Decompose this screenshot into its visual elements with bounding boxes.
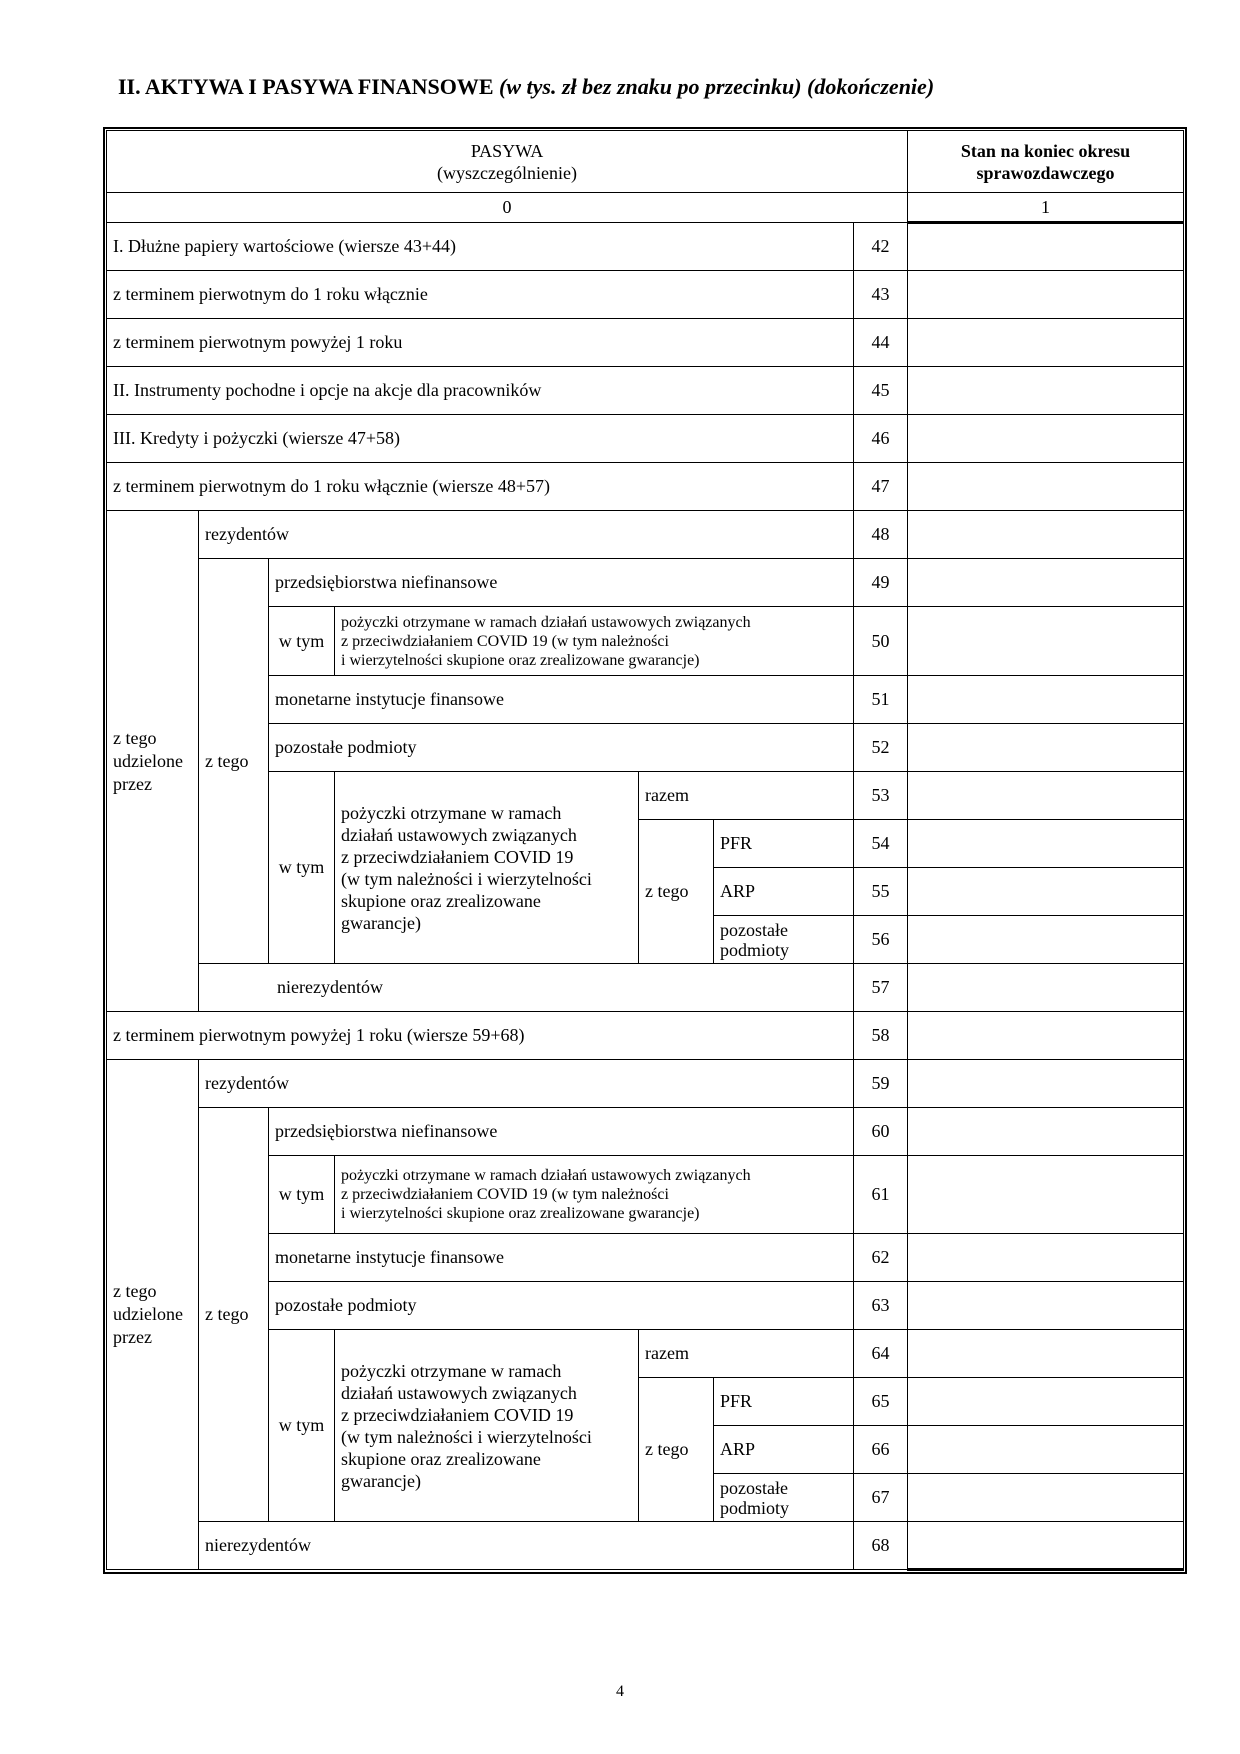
label-row-62: monetarne instytucje finansowe <box>269 1234 854 1282</box>
row-number: 60 <box>854 1108 908 1156</box>
row-number: 43 <box>854 271 908 319</box>
label-row-63: pozostałe podmioty <box>269 1282 854 1330</box>
row-number: 51 <box>854 676 908 724</box>
covid-loans-label: pożyczki otrzymane w ramach działań ustawowych związanych z przeciwdziałaniem COVID 19 (w tym należności i wierzytelności skupione oraz zrealizowane gwarancje) <box>335 772 639 964</box>
value-cell-44[interactable] <box>908 319 1184 367</box>
label-row-49: przedsiębiorstwa niefinansowe <box>269 559 854 607</box>
header-end-of-period: Stan na koniec okresu sprawozdawczego <box>908 131 1184 193</box>
value-cell-54[interactable] <box>908 820 1184 868</box>
label-row-65: PFR <box>714 1378 854 1426</box>
value-cell-52[interactable] <box>908 724 1184 772</box>
label-row-48: rezydentów <box>199 511 854 559</box>
value-cell-62[interactable] <box>908 1234 1184 1282</box>
header-liabilities: PASYWA (wyszczególnienie) <box>107 131 908 193</box>
value-cell-56[interactable] <box>908 916 1184 964</box>
label-row-66: ARP <box>714 1426 854 1474</box>
row-number: 42 <box>854 223 908 271</box>
label-row-47: z terminem pierwotnym do 1 roku włącznie (wiersze 48+57) <box>107 463 854 511</box>
group-granted-by-short: z tego udzielone przez <box>107 511 199 1012</box>
value-cell-42[interactable] <box>908 223 1184 271</box>
row-number: 55 <box>854 868 908 916</box>
value-cell-51[interactable] <box>908 676 1184 724</box>
label-row-56: pozostałe podmioty <box>714 916 854 964</box>
in-which-label: w tym <box>269 607 335 676</box>
value-cell-50[interactable] <box>908 607 1184 676</box>
label-row-67: pozostałe podmioty <box>714 1474 854 1522</box>
value-cell-49[interactable] <box>908 559 1184 607</box>
row-number: 47 <box>854 463 908 511</box>
label-row-46: III. Kredyty i pożyczki (wiersze 47+58) <box>107 415 854 463</box>
row-number: 48 <box>854 511 908 559</box>
value-cell-64[interactable] <box>908 1330 1184 1378</box>
row-number: 64 <box>854 1330 908 1378</box>
label-row-43: z terminem pierwotnym do 1 roku włącznie <box>107 271 854 319</box>
value-cell-47[interactable] <box>908 463 1184 511</box>
label-row-68: nierezydentów <box>199 1522 854 1570</box>
label-row-64: razem <box>639 1330 854 1378</box>
in-which-label: w tym <box>269 1156 335 1234</box>
group-of-which-short: z tego <box>199 559 269 964</box>
row-number: 56 <box>854 916 908 964</box>
label-row-58: z terminem pierwotnym powyżej 1 roku (wiersze 59+68) <box>107 1012 854 1060</box>
row-number: 44 <box>854 319 908 367</box>
of-which-label: z tego <box>639 820 714 964</box>
label-row-55: ARP <box>714 868 854 916</box>
value-cell-46[interactable] <box>908 415 1184 463</box>
row-number: 53 <box>854 772 908 820</box>
value-cell-67[interactable] <box>908 1474 1184 1522</box>
label-row-51: monetarne instytucje finansowe <box>269 676 854 724</box>
row-number: 61 <box>854 1156 908 1234</box>
row-number: 63 <box>854 1282 908 1330</box>
of-which-label: z tego <box>639 1378 714 1522</box>
row-number: 45 <box>854 367 908 415</box>
row-number: 57 <box>854 964 908 1012</box>
value-cell-45[interactable] <box>908 367 1184 415</box>
in-which-label: w tym <box>269 1330 335 1522</box>
label-row-44: z terminem pierwotnym powyżej 1 roku <box>107 319 854 367</box>
label-row-50: pożyczki otrzymane w ramach działań ustawowych związanych z przeciwdziałaniem COVID 19 (w tym należności i wierzytelności skupione oraz zrealizowane gwarancje) <box>335 607 854 676</box>
label-row-52: pozostałe podmioty <box>269 724 854 772</box>
label-row-53: razem <box>639 772 854 820</box>
value-cell-53[interactable] <box>908 772 1184 820</box>
row-number: 62 <box>854 1234 908 1282</box>
col-index-0: 0 <box>107 193 908 223</box>
label-row-60: przedsiębiorstwa niefinansowe <box>269 1108 854 1156</box>
label-row-45: II. Instrumenty pochodne i opcje na akcje dla pracowników <box>107 367 854 415</box>
value-cell-48[interactable] <box>908 511 1184 559</box>
title-main: II. AKTYWA I PASYWA FINANSOWE <box>118 74 494 99</box>
row-number: 59 <box>854 1060 908 1108</box>
row-number: 54 <box>854 820 908 868</box>
label-row-42: I. Dłużne papiery wartościowe (wiersze 43+44) <box>107 223 854 271</box>
label-row-57: nierezydentów <box>199 964 854 1012</box>
group-granted-by-long: z tego udzielone przez <box>107 1060 199 1570</box>
label-row-61: pożyczki otrzymane w ramach działań ustawowych związanych z przeciwdziałaniem COVID 19 (w tym należności i wierzytelności skupione oraz zrealizowane gwarancje) <box>335 1156 854 1234</box>
value-cell-59[interactable] <box>908 1060 1184 1108</box>
value-cell-61[interactable] <box>908 1156 1184 1234</box>
row-number: 46 <box>854 415 908 463</box>
row-number: 65 <box>854 1378 908 1426</box>
value-cell-65[interactable] <box>908 1378 1184 1426</box>
row-number: 58 <box>854 1012 908 1060</box>
value-cell-66[interactable] <box>908 1426 1184 1474</box>
value-cell-63[interactable] <box>908 1282 1184 1330</box>
in-which-label: w tym <box>269 772 335 964</box>
value-cell-68[interactable] <box>908 1522 1184 1570</box>
value-cell-57[interactable] <box>908 964 1184 1012</box>
title-italic: (w tys. zł bez znaku po przecinku) (dokończenie) <box>499 74 935 99</box>
label-row-59: rezydentów <box>199 1060 854 1108</box>
value-cell-60[interactable] <box>908 1108 1184 1156</box>
value-cell-43[interactable] <box>908 271 1184 319</box>
row-number: 50 <box>854 607 908 676</box>
row-number: 68 <box>854 1522 908 1570</box>
covid-loans-label: pożyczki otrzymane w ramach działań ustawowych związanych z przeciwdziałaniem COVID 19 (w tym należności i wierzytelności skupione oraz zrealizowane gwarancje) <box>335 1330 639 1522</box>
value-cell-58[interactable] <box>908 1012 1184 1060</box>
liabilities-table <box>106 130 1184 1571</box>
page-number: 4 <box>616 1683 624 1700</box>
label-row-54: PFR <box>714 820 854 868</box>
row-number: 66 <box>854 1426 908 1474</box>
value-cell-55[interactable] <box>908 868 1184 916</box>
group-of-which-long: z tego <box>199 1108 269 1522</box>
row-number: 49 <box>854 559 908 607</box>
col-index-1: 1 <box>908 193 1184 223</box>
row-number: 67 <box>854 1474 908 1522</box>
page-title <box>118 74 934 100</box>
row-number: 52 <box>854 724 908 772</box>
